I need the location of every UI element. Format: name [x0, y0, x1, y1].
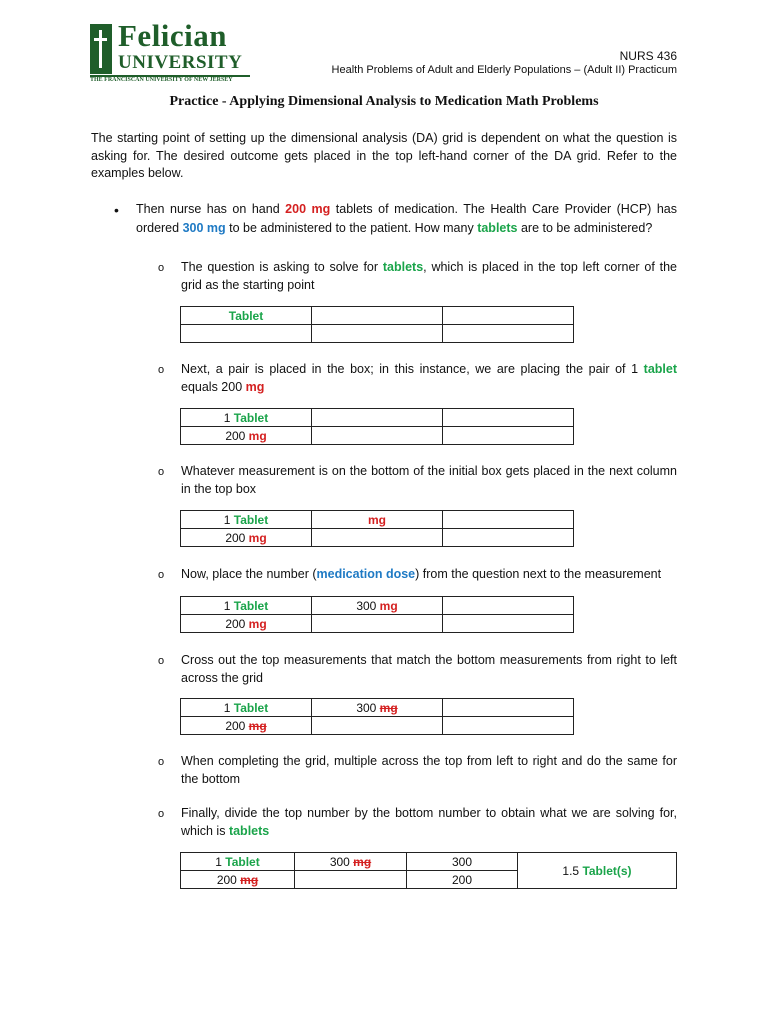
step-5-text: Cross out the top measurements that match the bottom measurements from right to left across the grid — [181, 653, 677, 685]
grid-cell: Tablet — [181, 307, 312, 325]
grid-cell: 1 Tablet — [181, 853, 295, 871]
step-2-text: Next, a pair is placed in the box; in this instance, we are placing the pair of 1 tablet equals 200 mg — [181, 362, 677, 394]
page-title: Practice - Applying Dimensional Analysis to Medication Math Problems — [169, 94, 599, 109]
step-marker: o — [158, 466, 165, 478]
grid-cell — [295, 871, 407, 889]
problem-statement: Then nurse has on hand 200 mg tablets of medication. The Health Care Provider (HCP) has ordered 300 mg to be administered to the patient. How many tablets are to be administered? — [136, 202, 677, 235]
step-marker: o — [158, 808, 165, 820]
grid-cell: 200 mg — [181, 871, 295, 889]
grid-cell: 300 mg — [312, 699, 443, 717]
logo-tagline: THE FRANCISCAN UNIVERSITY OF NEW JERSEY — [90, 77, 233, 83]
step-1-text: The question is asking to solve for tablets, which is placed in the top left corner of the grid as the starting point — [181, 260, 677, 292]
step-marker: o — [158, 756, 165, 768]
step-marker: o — [158, 262, 165, 274]
grid-cell — [443, 615, 574, 633]
step-marker: o — [158, 655, 165, 667]
step-6-text: When completing the grid, multiple across the top from left to right and do the same for the bottom — [181, 754, 677, 786]
grid-cell — [443, 307, 574, 325]
grid-cell — [443, 427, 574, 445]
grid-cell — [312, 409, 443, 427]
grid-cell — [443, 699, 574, 717]
cross-icon — [90, 24, 112, 74]
step-3-text: Whatever measurement is on the bottom of the initial box gets placed in the next column in the top box — [181, 464, 677, 496]
grid-cell — [443, 529, 574, 547]
grid-cell — [443, 409, 574, 427]
grid-cell: 1 Tablet — [181, 597, 312, 615]
step-marker: o — [158, 569, 165, 581]
grid-cell — [312, 427, 443, 445]
course-code: NURS 436 — [619, 49, 677, 63]
da-grid-final — [180, 852, 677, 889]
intro-paragraph: The starting point of setting up the dimensional analysis (DA) grid is dependent on what the question is asking for. The desired outcome gets placed in the top left-hand corner of the DA grid. Refer to the examples below. — [91, 131, 677, 180]
grid-cell: 300 — [407, 853, 518, 871]
grid-cell — [312, 307, 443, 325]
university-logo — [86, 18, 252, 83]
course-title: Health Problems of Adult and Elderly Populations – (Adult II) Practicum — [331, 64, 677, 76]
step-marker: o — [158, 364, 165, 376]
da-grid-step-3 — [180, 510, 574, 547]
grid-cell — [312, 717, 443, 735]
grid-cell: 200 — [407, 871, 518, 889]
da-grid-step-5 — [180, 698, 574, 735]
grid-cell — [312, 615, 443, 633]
grid-cell — [181, 325, 312, 343]
grid-cell: 200 mg — [181, 427, 312, 445]
logo-sub: UNIVERSITY — [118, 52, 243, 73]
grid-cell: 1 Tablet — [181, 699, 312, 717]
result-cell: 1.5 Tablet(s) — [518, 853, 677, 889]
logo-name: Felician — [118, 18, 228, 53]
grid-cell: 1 Tablet — [181, 511, 312, 529]
grid-cell: 200 mg — [181, 529, 312, 547]
step-4-text: Now, place the number (medication dose) from the question next to the measurement — [181, 567, 662, 581]
da-grid-step-2 — [180, 408, 574, 445]
step-7-text: Finally, divide the top number by the bottom number to obtain what we are solving for, which is tablets — [181, 806, 677, 838]
grid-cell — [443, 597, 574, 615]
grid-cell: mg — [312, 511, 443, 529]
grid-cell: 200 mg — [181, 717, 312, 735]
grid-cell — [443, 717, 574, 735]
grid-cell — [443, 511, 574, 529]
grid-cell — [312, 529, 443, 547]
da-grid-step-1 — [180, 306, 574, 343]
grid-cell: 300 mg — [295, 853, 407, 871]
grid-cell: 200 mg — [181, 615, 312, 633]
grid-cell: 300 mg — [312, 597, 443, 615]
bullet-icon: • — [114, 202, 119, 218]
grid-cell: 1 Tablet — [181, 409, 312, 427]
grid-cell — [443, 325, 574, 343]
da-grid-step-4 — [180, 596, 574, 633]
grid-cell — [312, 325, 443, 343]
